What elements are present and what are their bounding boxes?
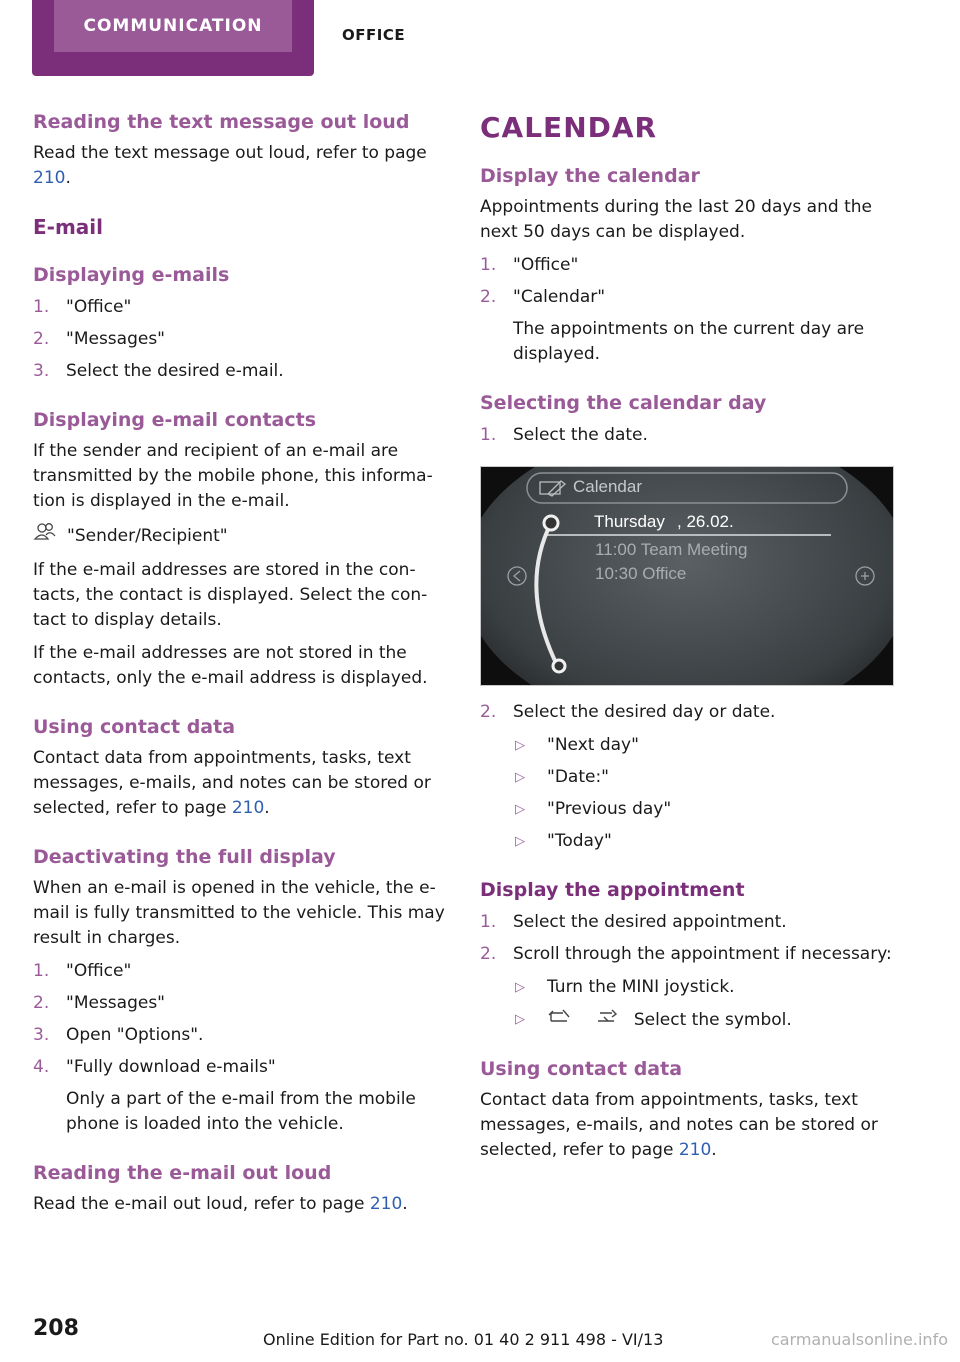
list-item: 1. Select the date. [480,425,648,445]
paragraph: Contact data from appointments, tasks, text messages, e-mails, and notes can be stored or selected, refer to page 210. [480,1090,878,1160]
list-item: 2. "Messages" [33,993,166,1013]
page-link[interactable]: 210 [369,1194,403,1214]
triangle-bullet-icon: ▷ [515,834,525,849]
list-item: 2. Scroll through the appointment if necessary: [480,944,892,964]
list-item: 1. "Office" [33,297,132,317]
list-item: 4. "Fully download e-mails" Only a part of the e-mail from the mobile phone is loaded into the vehicle. [33,1057,416,1134]
steps-list [480,700,894,725]
scroll-back-icon [547,1007,573,1033]
list-item: ▷ Turn the MINI joystick. [513,975,894,1000]
paragraph: Read the e-mail out loud, refer to page 210. [33,1194,408,1214]
section-title: Deactivating the full display [33,846,336,868]
section-title: Reading the text message out loud [33,111,410,133]
list-item: 1. "Office" [33,961,132,981]
list-item: ▷ Select the symbol. [513,1007,894,1033]
paragraph: If the sender and recipient of an e-mail are transmitted by the mobile phone, this information is displayed in the e-mail. [33,441,433,511]
list-item: ▷ "Date:" [513,765,894,790]
list-item: 2. "Calendar" The appointments on the current day are displayed. [480,287,865,364]
page-link[interactable]: 210 [231,798,265,818]
list-item: 2. "Messages" [33,329,166,349]
triangle-bullet-icon: ▷ [515,1012,525,1027]
triangle-bullet-icon: ▷ [515,980,525,995]
section-title: Displaying e-mail contacts [33,409,317,431]
screen-day: Thursday [594,512,665,531]
list-item: 1. Select the desired appointment. [480,912,787,932]
section-title: Display the appointment [480,879,745,901]
left-column [33,110,447,1225]
triangle-bullet-icon: ▷ [515,770,525,785]
list-item: 3. Open "Options". [33,1025,204,1045]
section-title: Reading the e-mail out loud [33,1162,332,1184]
page-number: 208 [33,1316,79,1341]
list-item: ▷ "Today" [513,829,894,854]
icon-line: "Sender/Recipient" [33,522,447,550]
section-title-email: E-mail [33,215,104,239]
paragraph: When an e-mail is opened in the vehicle, the e-mail is fully transmitted to the vehicle. This may result in charges. [33,878,445,948]
steps-list [480,910,894,967]
section-title: Display the calendar [480,165,700,187]
list-item: 3. Select the desired e-mail. [33,361,284,381]
steps-list [33,295,447,384]
triangle-bullet-icon: ▷ [515,738,525,753]
screen-appointment: 11:00 Team Meeting [595,540,748,559]
tab-office[interactable]: OFFICE [342,26,406,44]
paragraph: Appointments during the last 20 days and the next 50 days can be displayed. [480,197,872,242]
section-title: Displaying e-mails [33,264,230,286]
right-column [480,110,894,1171]
tab-communication[interactable] [32,0,314,76]
page-link[interactable]: 210 [33,168,66,188]
chapter-title: CALENDAR [480,111,658,144]
paragraph: If the e-mail addresses are stored in the contacts, the contact is displayed. Select the contact to display details. [33,560,428,630]
options-list [480,975,894,1033]
list-item: ▷ "Previous day" [513,797,894,822]
screen-header: Calendar [573,477,642,496]
list-item: 1. "Office" [480,255,579,275]
options-list [480,733,894,854]
edition-info: Online Edition for Part no. 01 40 2 911 498 - VI/13 [263,1330,664,1349]
steps-list [33,959,447,1137]
list-item: ▷ "Next day" [513,733,894,758]
section-title: Selecting the calendar day [480,392,767,414]
page-link[interactable]: 210 [678,1140,712,1160]
section-title: Using contact data [33,716,236,738]
tab-communication-label: COMMUNICATION [54,0,292,52]
list-item: 2. Select the desired day or date. [480,702,776,722]
calendar-screenshot [480,466,894,686]
scroll-forward-icon [594,1007,620,1033]
paragraph: Read the text message out loud, refer to page 210. [33,143,427,188]
calendar-icon [539,479,567,501]
screen-appointment: 10:30 Office [595,564,687,583]
steps-list [480,253,894,367]
contacts-icon [33,522,57,550]
watermark: carmanualsonline.info [770,1330,948,1349]
triangle-bullet-icon: ▷ [515,802,525,817]
screen-date: , 26.02. [677,512,734,531]
section-title: Using contact data [480,1058,683,1080]
paragraph: Contact data from appointments, tasks, text messages, e-mails, and notes can be stored or selected, refer to page 210. [33,748,431,818]
paragraph: If the e-mail addresses are not stored in the contacts, only the e-mail address is displayed. [33,643,428,688]
steps-list [480,423,894,448]
